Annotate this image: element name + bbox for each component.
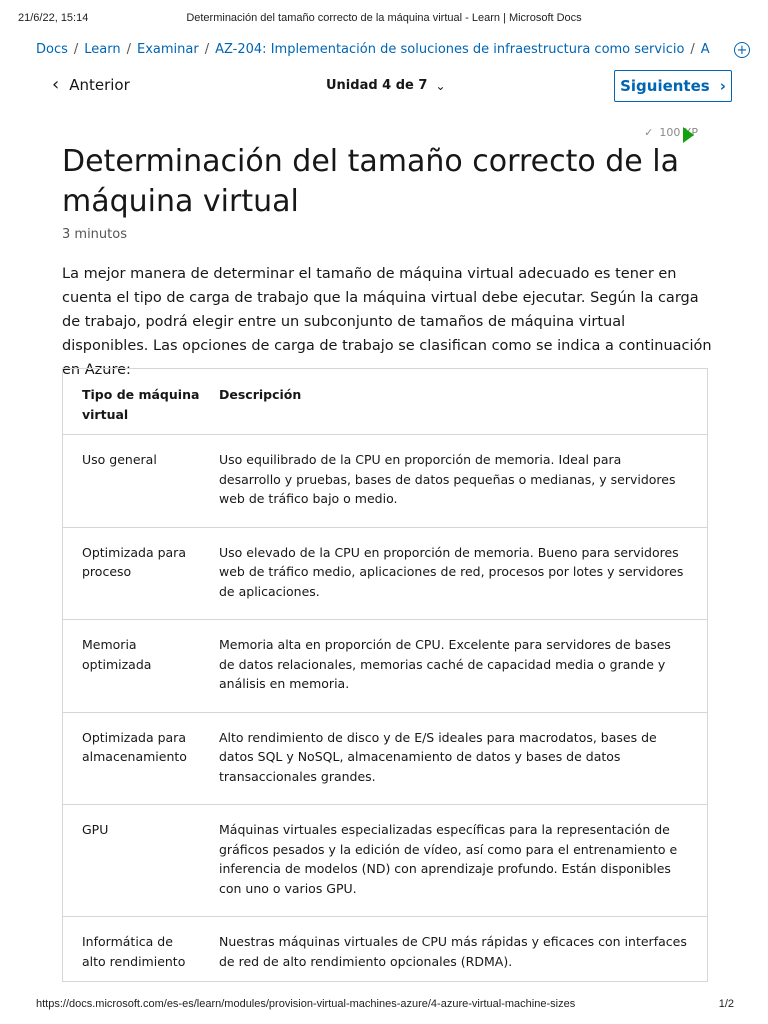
breadcrumb-separator: / <box>690 42 695 57</box>
breadcrumb-item-examinar[interactable]: Examinar <box>137 42 199 57</box>
breadcrumb-separator: / <box>126 42 132 57</box>
chevron-left-icon: ‹ <box>52 74 60 95</box>
breadcrumb-separator: / <box>204 42 210 57</box>
vm-types-table <box>62 368 708 982</box>
cell-vm-type: Memoria optimizada <box>82 637 152 672</box>
cell-vm-type: Optimizada para proceso <box>82 544 186 579</box>
cell-vm-type: GPU <box>82 822 109 837</box>
table-header-row <box>63 369 707 435</box>
breadcrumb-item-docs[interactable]: Docs <box>36 42 68 57</box>
cell-vm-type: Optimizada para almacenamiento <box>82 729 187 764</box>
cell-description: Alto rendimiento de disco y de E/S ideales para macrodatos, bases de datos SQL y NoSQL, almacenamiento de datos y bases de datos transaccionales grandes. <box>219 729 657 784</box>
add-collection-icon[interactable]: + <box>734 42 750 58</box>
chevron-down-icon: ⌄ <box>435 78 446 93</box>
next-label: Siguientes <box>620 77 710 95</box>
unit-label: Unidad 4 de 7 <box>326 78 428 93</box>
print-footer <box>0 998 768 1014</box>
header-description: Descripción <box>219 387 302 402</box>
play-audio-icon[interactable] <box>683 127 694 143</box>
breadcrumb <box>36 42 736 64</box>
cell-description: Máquinas virtuales especializadas específicas para la representación de gráficos pesados y la edición de vídeo, así como para el entrenamiento e inferencia de modelos (ND) con aprendizaje profundo. Están disponibles con uno o varios GPU. <box>219 822 678 896</box>
check-icon: ✓ <box>644 126 654 139</box>
cell-description: Uso elevado de la CPU en proporción de memoria. Bueno para servidores web de tráfico medio, aplicaciones de red, procesos por lotes y servidores de aplicaciones. <box>219 544 684 599</box>
next-button[interactable] <box>614 70 732 102</box>
table-row <box>63 435 707 528</box>
breadcrumb-item-az204[interactable]: AZ-204: Implementación de soluciones de infraestructura como servicio <box>215 42 685 57</box>
header-vm-type: Tipo de máquina virtual <box>82 387 200 422</box>
page-title: Determinación del tamaño correcto de la máquina virtual <box>62 144 679 219</box>
footer-page-number: 1/2 <box>718 998 734 1010</box>
footer-url: https://docs.microsoft.com/es-es/learn/modules/provision-virtual-machines-azure/4-azure-virtual-machine-sizes <box>36 998 576 1010</box>
print-title: Determinación del tamaño correcto de la máquina virtual - Learn | Microsoft Docs <box>186 12 582 24</box>
cell-description: Uso equilibrado de la CPU en proporción de memoria. Ideal para desarrollo y pruebas, bases de datos pequeñas o medianas, y servidores web de tráfico bajo o medio. <box>219 452 676 506</box>
cell-description: Nuestras máquinas virtuales de CPU más rápidas y eficaces con interfaces de red de alto rendimiento opcionales (RDMA). <box>219 934 687 969</box>
breadcrumb-separator: / <box>73 42 79 57</box>
cell-description: Memoria alta en proporción de CPU. Excelente para servidores de bases de datos relacionales, memorias caché de capacidad media o grande y análisis en memoria. <box>219 637 671 691</box>
unit-navigation <box>0 70 768 104</box>
intro-paragraph: La mejor manera de determinar el tamaño de máquina virtual adecuado es tener en cuenta el tipo de carga de trabajo que la máquina virtual debe ejecutar. Según la carga de trabajo, podrá elegir entre un subconjunto de tamaños de máquina virtual disponibles. Las opciones de carga de trabajo se clasifican como se indica a continuación en Azure: <box>62 266 712 378</box>
cell-vm-type: Informática de alto rendimiento <box>82 934 186 969</box>
table-row <box>63 712 707 805</box>
unit-selector[interactable] <box>326 78 446 93</box>
print-header <box>0 12 768 32</box>
chevron-right-icon: › <box>719 77 726 95</box>
breadcrumb-item-learn[interactable]: Learn <box>84 42 121 57</box>
xp-label: 100 XP <box>659 126 698 139</box>
print-date: 21/6/22, 15:14 <box>18 12 89 24</box>
table-row <box>63 620 707 713</box>
cell-vm-type: Uso general <box>82 452 157 467</box>
breadcrumb-item-truncated[interactable]: A <box>700 42 710 57</box>
table-row <box>63 917 707 983</box>
previous-button[interactable] <box>52 76 130 94</box>
previous-label: Anterior <box>69 76 130 94</box>
table-row <box>63 527 707 620</box>
table-row <box>63 805 707 917</box>
duration: 3 minutos <box>62 227 127 242</box>
